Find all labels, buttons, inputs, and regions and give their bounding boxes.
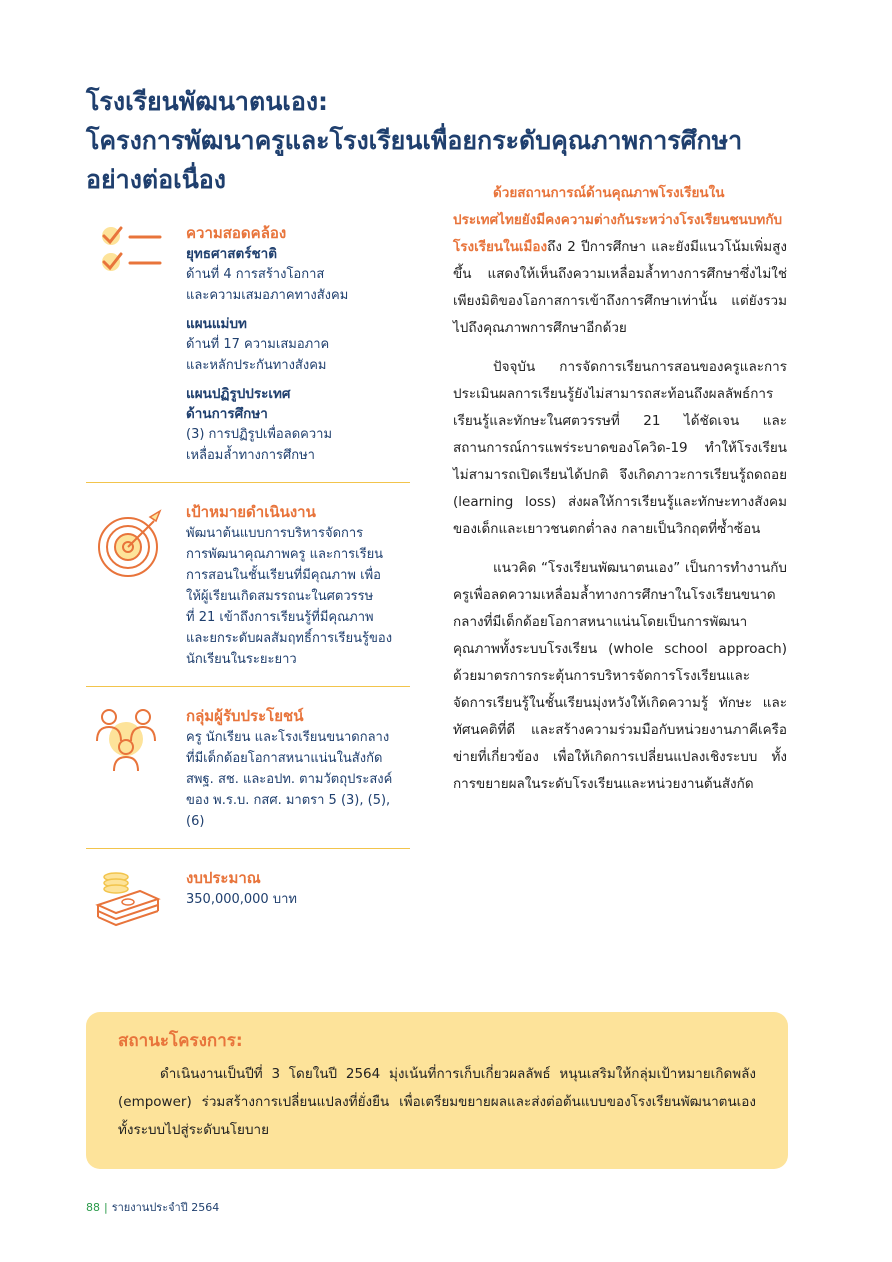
target-section bbox=[86, 501, 410, 670]
reform-plan-title-2: ด้านการศึกษา bbox=[186, 406, 268, 422]
beneficiary-line: สพฐ. สช. และอปท. ตามวัตถุประสงค์ bbox=[186, 772, 393, 787]
reform-plan-line: เหลื่อมล้ำทางการศึกษา bbox=[186, 448, 315, 463]
budget-heading: งบประมาณ bbox=[186, 869, 261, 887]
master-plan-line: ด้านที่ 17 ความเสมอภาค bbox=[186, 337, 330, 352]
status-heading: สถานะโครงการ: bbox=[118, 1031, 243, 1051]
master-plan-title: แผนแม่บท bbox=[186, 316, 247, 332]
beneficiary-heading: กลุ่มผู้รับประโยชน์ bbox=[186, 707, 304, 725]
reform-plan-line: (3) การปฏิรูปเพื่อลดความ bbox=[186, 427, 333, 442]
beneficiary-line: ครู นักเรียน และโรงเรียนขนาดกลาง bbox=[186, 730, 390, 745]
target-line: การสอนในชั้นเรียนที่มีคุณภาพ เพื่อ bbox=[186, 568, 381, 583]
budget-amount: 350,000,000 บาท bbox=[186, 892, 297, 907]
beneficiary-line: ของ พ.ร.บ. กสศ. มาตรา 5 (3), (5), bbox=[186, 793, 391, 808]
target-line: ที่ 21 เข้าถึงการเรียนรู้ที่มีคุณภาพ bbox=[186, 610, 374, 625]
body-paragraph-1-text: ถึง 2 ปีการศึกษา และยังมีแนวโน้มเพิ่มสูงขึ้น แสดงให้เห็นถึงความเหลื่อมล้ำทางการศึกษาซึ่งไม่ใช่เพียงมิติของโอกาสการเข้าถึงการศึกษาเท่านั้น แต่ยังรวมไปถึงคุณภาพการศึกษาอีกด้วย bbox=[453, 239, 787, 336]
beneficiary-section bbox=[86, 705, 410, 832]
target-line: ให้ผู้เรียนเกิดสมรรถนะในศตวรรษ bbox=[186, 589, 374, 604]
target-icon bbox=[94, 507, 166, 579]
body-column bbox=[453, 180, 787, 810]
beneficiary-line: (6) bbox=[186, 814, 205, 829]
page-number: 88 bbox=[86, 1201, 100, 1214]
page-footer bbox=[86, 1198, 219, 1216]
national-strategy-line: ด้านที่ 4 การสร้างโอกาส bbox=[186, 267, 325, 282]
body-paragraph-1 bbox=[453, 180, 787, 342]
body-paragraph-2: ปัจจุบัน การจัดการเรียนการสอนของครูและการประเมินผลการเรียนรู้ยังไม่สามารถสะท้อนถึงผลลัพธ์การเรียนรู้และทักษะในศตวรรษที่ 21 ได้ชัดเจน และสถานการณ์การแพร่ระบาดของโควิด-19 ทำให้โรงเรียนไม่สามารถเปิดเรียนได้ปกติ จึงเกิดภาวะการเรียนรู้ถดถอย (learning loss) ส่งผลให้การเรียนรู้และทักษะทางสังคมของเด็กและเยาวชนตกต่ำลง กลายเป็นวิกฤตที่ซ้ำซ้อน bbox=[453, 359, 787, 537]
checklist-icon bbox=[94, 222, 164, 272]
section-divider bbox=[86, 848, 410, 849]
target-line: พัฒนาต้นแบบการบริหารจัดการ bbox=[186, 526, 364, 541]
beneficiary-line: ที่มีเด็กด้อยโอกาสหนาแน่นในสังกัด bbox=[186, 751, 383, 766]
reform-plan-title: แผนปฏิรูปประเทศ bbox=[186, 386, 291, 402]
target-line: การพัฒนาคุณภาพครู และการเรียน bbox=[186, 547, 384, 562]
section-divider bbox=[86, 482, 410, 483]
alignment-section bbox=[86, 222, 410, 466]
alignment-heading: ความสอดคล้อง bbox=[186, 224, 287, 242]
target-line: นักเรียนในระยะยาว bbox=[186, 652, 297, 667]
people-group-icon bbox=[94, 707, 158, 773]
section-divider bbox=[86, 686, 410, 687]
target-heading: เป้าหมายดำเนินงาน bbox=[186, 503, 316, 521]
left-column bbox=[86, 222, 410, 910]
national-strategy-line: และความเสมอภาคทางสังคม bbox=[186, 288, 349, 303]
title-line-3: อย่างต่อเนื่อง bbox=[86, 165, 227, 194]
title-line-1: โรงเรียนพัฒนาตนเอง: bbox=[86, 87, 329, 116]
body-paragraph-3: แนวคิด “โรงเรียนพัฒนาตนเอง” เป็นการทำงานกับครูเพื่อลดความเหลื่อมล้ำทางการศึกษาในโรงเรียนขนาดกลางที่มีเด็กด้อยโอกาสหนาแน่นโดยเป็นการพัฒนาคุณภาพทั้งระบบโรงเรียน (whole school approach) ด้วยมาตรการกระตุ้นการบริหารจัดการโรงเรียนและจัดการเรียนรู้ในชั้นเรียนมุ่งหวังให้เกิดความรู้ ทักษะ และทัศนคติที่ดี และสร้างความร่วมมือกับหน่วยงานภาคีเครือข่ายที่เกี่ยวข้อง เพื่อให้เกิดการเปลี่ยนแปลงเชิงระบบ ทั้งการขยายผลในระดับโรงเรียนและหน่วยงานต้นสังกัด bbox=[453, 560, 787, 792]
national-strategy-title: ยุทธศาสตร์ชาติ bbox=[186, 246, 277, 262]
body-highlight: ด้วยสถานการณ์ด้านคุณภาพโรงเรียนในประเทศไทยยังมีคงความต่างกันระหว่างโรงเรียนชนบทกับโรงเรียนในเมือง bbox=[453, 185, 783, 255]
budget-section bbox=[86, 867, 410, 910]
footer-label: รายงานประจำปี 2564 bbox=[111, 1201, 220, 1214]
status-box bbox=[86, 1012, 788, 1169]
money-stack-icon bbox=[94, 869, 162, 929]
status-text: ดำเนินงานเป็นปีที่ 3 โดยในปี 2564 มุ่งเน้นที่การเก็บเกี่ยวผลลัพธ์ หนุนเสริมให้กลุ่มเป้าหมายเกิดพลัง (empower) ร่วมสร้างการเปลี่ยนแปลงที่ยั่งยืน เพื่อเตรียมขยายผลและส่งต่อต้นแบบของโรงเรียนพัฒนาตนเองทั้งระบบไปสู่ระดับนโยบาย bbox=[118, 1066, 756, 1138]
target-line: และยกระดับผลสัมฤทธิ์การเรียนรู้ของ bbox=[186, 631, 393, 646]
master-plan-line: และหลักประกันทางสังคม bbox=[186, 358, 327, 373]
title-line-2: โครงการพัฒนาครูและโรงเรียนเพื่อยกระดับคุณภาพการศึกษา bbox=[86, 126, 743, 155]
footer-separator: | bbox=[104, 1201, 108, 1214]
